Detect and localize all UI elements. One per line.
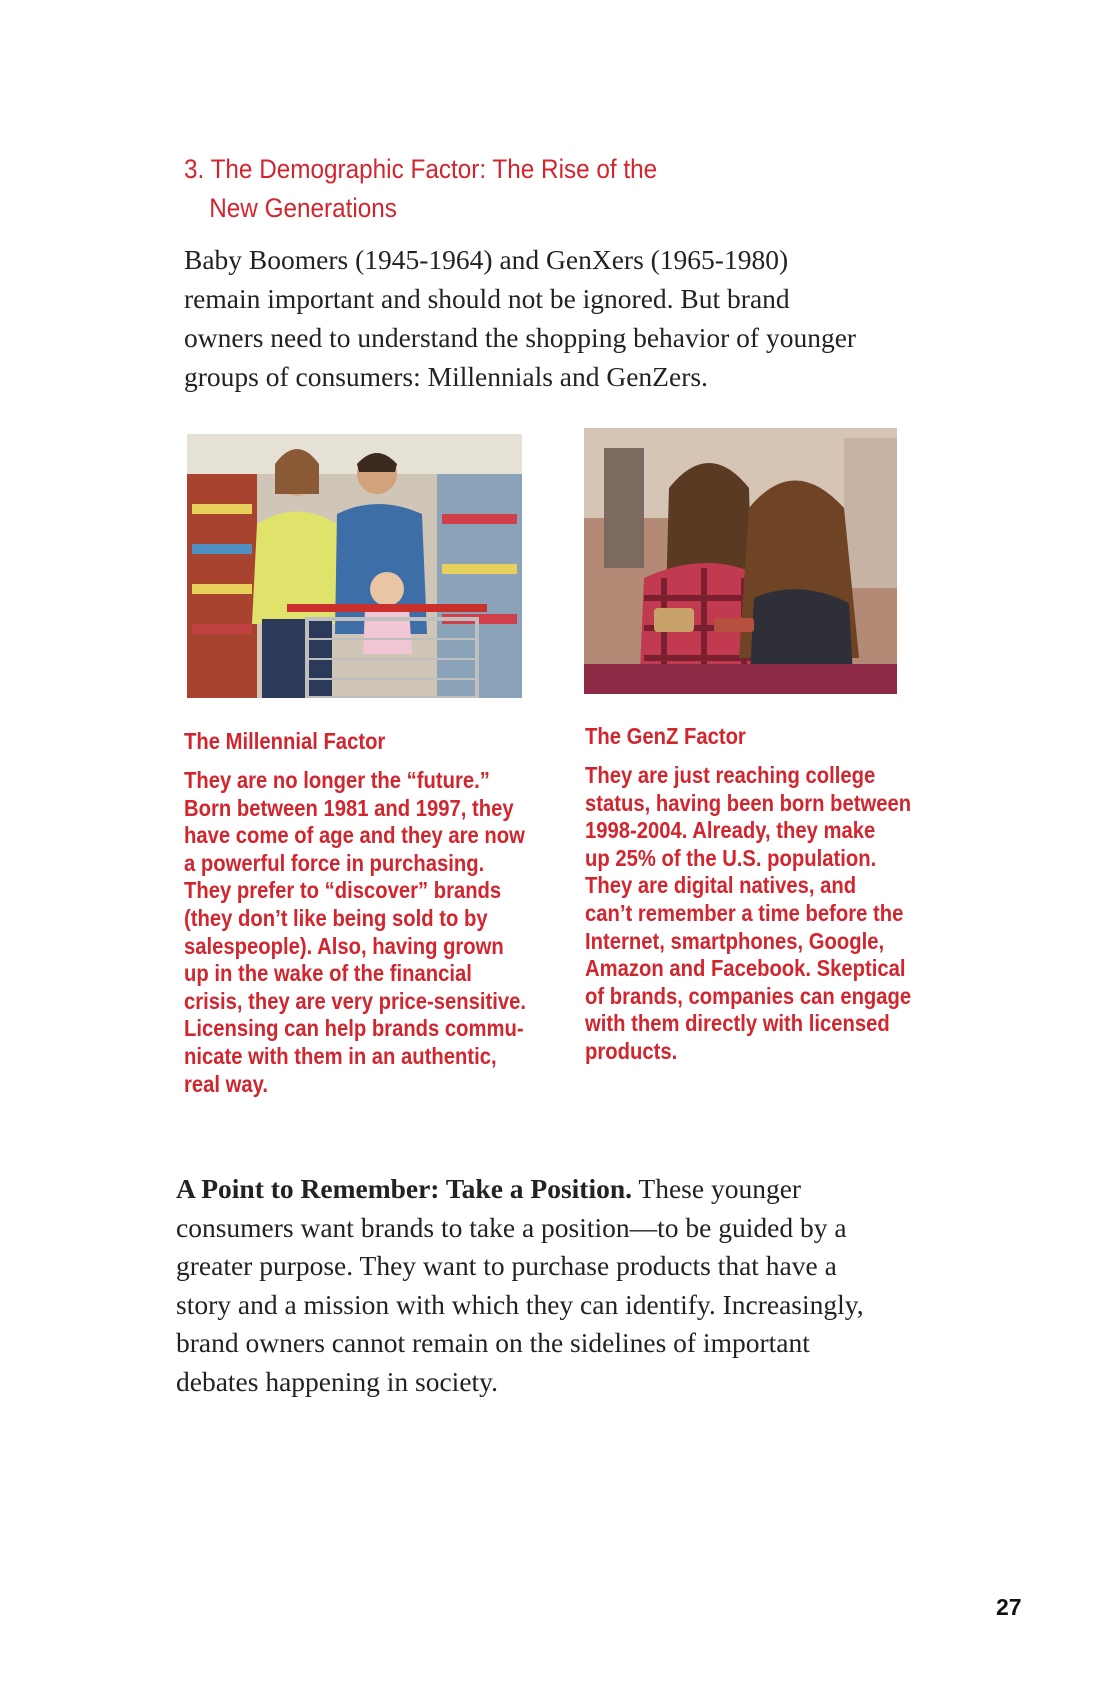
point-to-remember [176, 1170, 876, 1402]
millennial-line: up in the wake of the financial [184, 960, 472, 987]
family-shopping-photo [187, 434, 522, 698]
genz-line: 1998-2004. Already, they make [585, 817, 876, 844]
millennial-line: nicate with them in an authentic, [184, 1042, 497, 1069]
point-to-remember-body: These younger consumers want brands to take a position—to be guided by a greater purpose. They want to purchase products that have a story and a mission with which they can identify. Increasingly, brand owners cannot remain on the sidelines of important debates happening in society. [176, 1173, 864, 1397]
millennial-line: They prefer to “discover” brands [184, 877, 502, 904]
millennial-factor-title: The Millennial Factor [184, 728, 386, 754]
point-to-remember-lead: A Point to Remember: Take a Position. [176, 1173, 633, 1204]
genz-line: up 25% of the U.S. population. [585, 844, 877, 871]
millennial-line: real way. [184, 1070, 269, 1097]
millennial-line: salespeople). Also, having grown [184, 932, 504, 959]
genz-line: of brands, companies can engage [585, 982, 912, 1009]
millennial-line: Born between 1981 and 1997, they [184, 794, 514, 821]
millennial-line: a powerful force in purchasing. [184, 849, 485, 876]
genz-line: Amazon and Facebook. Skeptical [585, 955, 906, 982]
genz-line: They are digital natives, and [585, 872, 857, 899]
page-number: 27 [996, 1594, 1022, 1620]
genz-line: can’t remember a time before the [585, 899, 904, 926]
genz-factor-title: The GenZ Factor [585, 723, 746, 749]
millennial-line: crisis, they are very price-sensitive. [184, 987, 527, 1014]
millennial-line: They are no longer the “future.” [184, 767, 490, 793]
section-heading-line-2: New Generations [209, 193, 397, 223]
intro-paragraph: Baby Boomers (1945-1964) and GenXers (1965-1980) remain important and should not be ignored. But brand owners need to understand the shopping behavior of younger groups of consumers: Millennials and GenZers. [184, 244, 857, 392]
genz-line: products. [585, 1037, 678, 1064]
millennial-factor-body [184, 767, 554, 1098]
millennial-line: have come of age and they are now [184, 822, 525, 849]
genz-line: They are just reaching college [585, 762, 876, 788]
millennial-line: Licensing can help brands commu- [184, 1015, 524, 1042]
genz-line: status, having been born between [585, 789, 912, 816]
section-heading-line-1: 3. The Demographic Factor: The Rise of the [184, 154, 658, 184]
genz-factor-body [585, 762, 955, 1066]
genz-line: Internet, smartphones, Google, [585, 927, 885, 954]
millennial-line: (they don’t like being sold to by [184, 904, 488, 931]
section-heading [184, 150, 688, 228]
genz-girls-photo [584, 428, 897, 694]
genz-line: with them directly with licensed [585, 1010, 890, 1037]
